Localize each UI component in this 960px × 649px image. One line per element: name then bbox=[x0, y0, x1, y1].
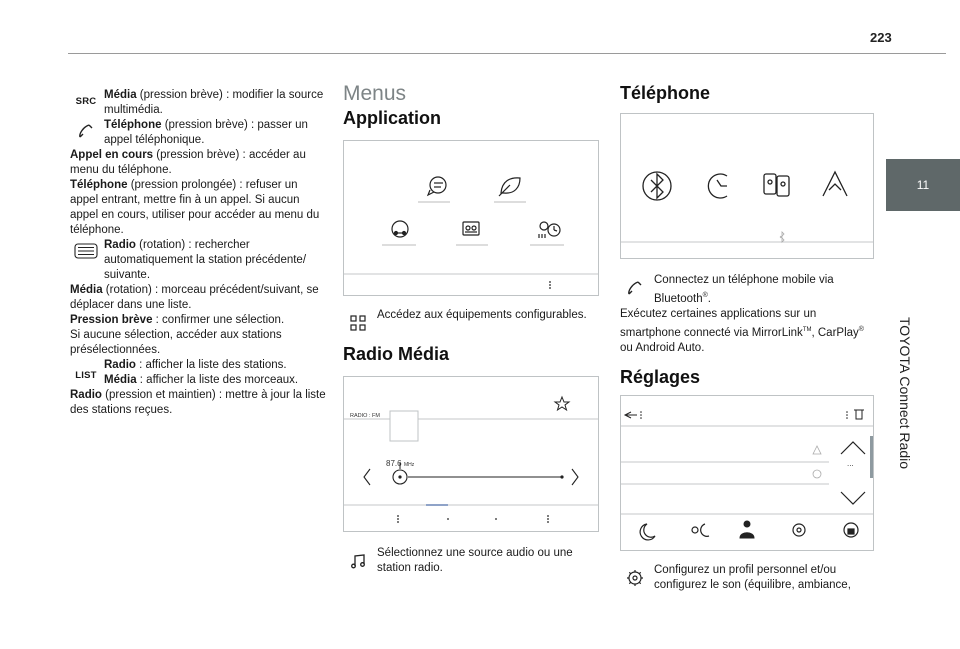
header-rule bbox=[68, 53, 946, 54]
bluetooth-status-icon bbox=[780, 232, 784, 242]
phone-icon bbox=[622, 275, 648, 301]
media-rotation-entry bbox=[70, 283, 328, 313]
src-label: SRC bbox=[75, 95, 97, 107]
scrollbar bbox=[870, 436, 873, 478]
controls-column bbox=[70, 88, 328, 418]
delete-icon bbox=[854, 410, 864, 419]
list-media-desc: : afficher la liste des morceaux. bbox=[136, 374, 299, 386]
previous-chevron-icon bbox=[364, 469, 370, 485]
phone-desc: (pression brève) : passer un appel téléphonique. bbox=[104, 119, 308, 146]
phone-settings-column bbox=[620, 80, 874, 593]
info-icon bbox=[813, 470, 821, 478]
phone-long-term: Téléphone bbox=[70, 179, 128, 191]
bluetooth-icon bbox=[643, 172, 671, 200]
settings-gear-icon bbox=[622, 565, 648, 591]
android-auto-icon bbox=[823, 172, 847, 196]
call-entry bbox=[70, 148, 328, 178]
radio-hold-entry bbox=[70, 388, 328, 418]
message-icon bbox=[428, 177, 446, 195]
application-screen-art bbox=[344, 141, 598, 295]
contacts-icon bbox=[764, 174, 789, 196]
radio-media-title: Radio Média bbox=[343, 344, 450, 364]
short-press-term: Pression brève bbox=[70, 314, 153, 326]
short-press-entry bbox=[70, 313, 328, 328]
frequency-unit: MHz bbox=[404, 462, 415, 468]
media-rot-desc: (rotation) : morceau précédent/suivant, se déplacer dans une liste. bbox=[70, 284, 319, 311]
driving-function-icon bbox=[392, 221, 408, 237]
brightness-icon bbox=[692, 524, 709, 536]
radio-media-note-text: Sélectionnez une source audio ou une station radio. bbox=[377, 547, 573, 574]
list-label: LIST bbox=[75, 369, 97, 381]
chapter-tab[interactable]: 11 bbox=[886, 159, 960, 211]
thumbwheel-icon bbox=[74, 242, 98, 260]
telephone-note-line1-end: . bbox=[707, 292, 711, 305]
list-radio-term: Radio bbox=[104, 359, 136, 371]
telephone-note bbox=[620, 273, 874, 307]
settings-gear-icon bbox=[793, 524, 805, 536]
band-label: RADIO : FM bbox=[350, 413, 380, 419]
scroll-down-icon bbox=[841, 492, 865, 504]
list-entry bbox=[70, 358, 328, 388]
trademark-mark: TM bbox=[802, 326, 812, 333]
recent-calls-icon bbox=[708, 174, 727, 198]
chapter-title: TOYOTA Connect Radio bbox=[897, 317, 913, 469]
telephone-note-line2c: ou Android Auto. bbox=[620, 341, 705, 354]
radio-hold-term: Radio bbox=[70, 389, 102, 401]
call-term: Appel en cours bbox=[70, 149, 154, 161]
night-mode-icon bbox=[640, 524, 655, 540]
eco-leaf-icon bbox=[499, 178, 520, 196]
application-note-text: Accédez aux équipements configurables. bbox=[377, 309, 587, 321]
application-title: Application bbox=[343, 108, 441, 128]
radio-media-note bbox=[343, 546, 599, 576]
music-note-icon bbox=[345, 548, 371, 574]
phone-long-desc: (pression prolongée) : refuser un appel entrant, mettre fin à un appel. Si aucun appel en cours, utiliser pour accéder au menu du téléphone. bbox=[70, 179, 320, 236]
telephone-screen-art bbox=[621, 114, 873, 258]
telephone-title: Téléphone bbox=[620, 83, 711, 103]
list-media-term: Média bbox=[104, 374, 137, 386]
next-chevron-icon bbox=[572, 469, 578, 485]
telephone-note-2 bbox=[620, 307, 874, 356]
grid-icon bbox=[345, 310, 371, 336]
page-number: 223 bbox=[870, 30, 892, 45]
src-media-term: Média bbox=[104, 89, 137, 101]
warning-icon bbox=[813, 446, 821, 454]
reglages-screen bbox=[620, 395, 874, 551]
scroll-up-icon bbox=[841, 442, 865, 454]
profile-icon bbox=[740, 521, 754, 538]
reglages-screen-art bbox=[621, 396, 873, 550]
registered-mark: ® bbox=[702, 292, 708, 299]
telephone-note-line2a: Exécutez certaines applications sur un smartphone connecté via MirrorLink bbox=[620, 307, 817, 339]
list-radio-desc: : afficher la liste des stations. bbox=[135, 359, 287, 371]
radio-rotation-entry bbox=[70, 238, 328, 283]
radio-rot-desc: (rotation) : rechercher automatiquement la station précédente/ suivante. bbox=[104, 239, 307, 281]
application-note bbox=[343, 308, 599, 323]
telephone-screen bbox=[620, 113, 874, 259]
no-selection-entry: Si aucune sélection, accéder aux stations présélectionnées. bbox=[70, 329, 282, 356]
vehicle-settings-icon bbox=[463, 222, 479, 235]
reglages-note-text: Configurez un profil personnel et/ou configurez le son (équilibre, ambiance, bbox=[654, 563, 851, 591]
phone-entry bbox=[70, 118, 328, 148]
radio-rot-term: Radio bbox=[104, 239, 136, 251]
radio-hold-desc: (pression et maintien) : mettre à jour la liste des stations reçues. bbox=[70, 389, 326, 416]
application-screen bbox=[343, 140, 599, 296]
reglages-title: Réglages bbox=[620, 366, 701, 387]
registered-mark-2: ® bbox=[858, 325, 864, 333]
radio-media-screen bbox=[343, 376, 599, 532]
phone-icon bbox=[74, 122, 98, 140]
lock-profile-icon bbox=[844, 523, 858, 537]
clock-settings-icon bbox=[539, 222, 560, 238]
media-rot-term: Média bbox=[70, 284, 103, 296]
call-desc: (pression brève) : accéder au menu du téléphone. bbox=[70, 149, 306, 176]
phone-long-entry bbox=[70, 178, 328, 238]
radio-media-screen-art bbox=[344, 377, 598, 531]
favorite-star-icon bbox=[555, 397, 569, 410]
menus-title: Menus bbox=[343, 82, 407, 105]
src-media-desc: (pression brève) : modifier la source multimédia. bbox=[104, 89, 324, 116]
back-arrow-icon bbox=[625, 412, 637, 418]
more-options-icon bbox=[549, 281, 551, 289]
menus-column bbox=[343, 80, 599, 576]
src-entry bbox=[70, 88, 328, 118]
frequency-value: 87.6 bbox=[386, 459, 402, 468]
more-ellipsis: ... bbox=[847, 458, 854, 468]
station-artwork bbox=[390, 411, 418, 441]
telephone-note-line2b: , CarPlay bbox=[811, 326, 859, 339]
reglages-note bbox=[620, 563, 874, 593]
short-press-desc: : confirmer une sélection. bbox=[152, 314, 285, 326]
telephone-note-line1: Connectez un téléphone mobile via Bluetooth bbox=[654, 274, 834, 305]
phone-term: Téléphone bbox=[104, 119, 162, 131]
